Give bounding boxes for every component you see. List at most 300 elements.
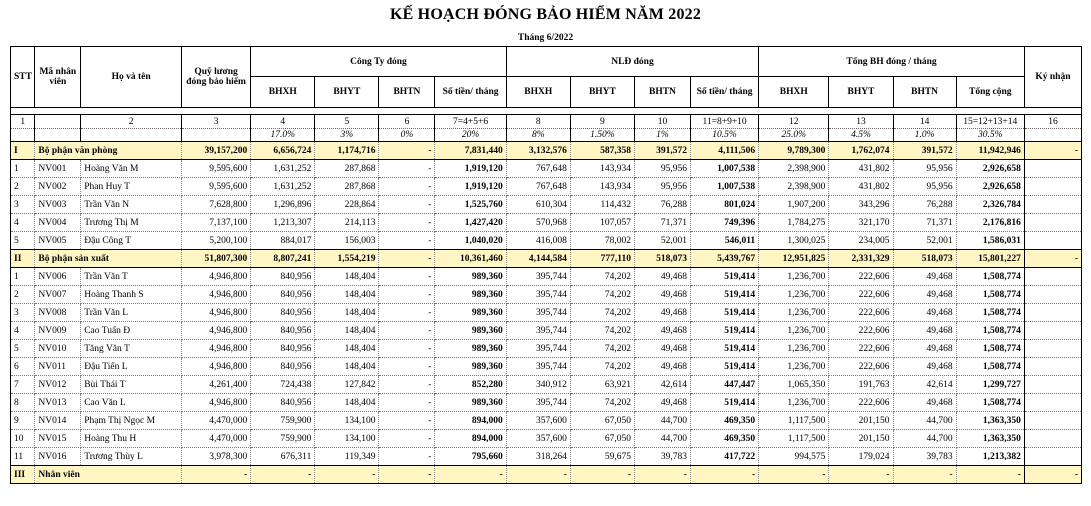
ct-value-cell: 7,831,440 [435,142,506,160]
nld-value-cell: 4,144,584 [506,250,570,268]
column-number-cell: 6 [379,115,435,129]
signature-cell [1024,394,1081,412]
signature-cell [1024,304,1081,322]
table-row [11,376,1082,394]
column-number-cell [35,115,81,129]
employee-name-cell: Trần Văn N [81,196,182,214]
salary-fund-cell: 4,946,800 [181,268,250,286]
ct-value-cell: 127,842 [315,376,379,394]
tong-value-cell: 49,468 [893,286,956,304]
employee-code-cell: NV011 [35,358,81,376]
nld-value-cell: 74,202 [570,286,634,304]
salary-fund-cell: 39,157,200 [181,142,250,160]
ct-value-cell: 989,360 [435,286,506,304]
header-employee-code: Mã nhân viên [35,47,81,108]
column-number-cell: 7=4+5+6 [435,115,506,129]
ct-value-cell: 840,956 [251,286,315,304]
ct-value-cell: 840,956 [251,394,315,412]
section-name-cell: Bộ phận văn phòng [35,142,182,160]
header-stt: STT [11,47,35,108]
rate-cell: 0% [379,129,435,142]
rate-cell: 1.50% [570,129,634,142]
ct-value-cell: - [379,196,435,214]
header-sub-cell: Số tiền/ tháng [690,77,758,108]
stt-cell: 4 [11,214,35,232]
tong-value-cell: 222,606 [829,268,893,286]
ct-value-cell: - [379,250,435,268]
ct-value-cell: 676,311 [251,448,315,466]
tong-value-cell: 1,236,700 [759,268,829,286]
tong-value-cell: 1,300,025 [759,232,829,250]
salary-fund-cell: 51,807,300 [181,250,250,268]
nld-value-cell: 39,783 [634,448,690,466]
nld-value-cell: 114,432 [570,196,634,214]
employee-code-cell: NV014 [35,412,81,430]
header-sub-cell: BHYT [570,77,634,108]
nld-value-cell: 519,414 [690,394,758,412]
ct-value-cell: 1,554,219 [315,250,379,268]
nld-value-cell: 395,744 [506,394,570,412]
tong-value-cell: 1,508,774 [956,394,1024,412]
header-employee-pays: NLĐ đóng [506,47,758,77]
employee-name-cell: Phan Huy T [81,178,182,196]
ct-value-cell: - [379,322,435,340]
stt-cell: I [11,142,35,160]
employee-name-cell: Hoàng Thanh S [81,286,182,304]
nld-value-cell: 74,202 [570,268,634,286]
ct-value-cell: 228,864 [315,196,379,214]
section-row [11,142,1082,160]
ct-value-cell: - [379,142,435,160]
nld-value-cell: 447,447 [690,376,758,394]
tong-value-cell: 1,508,774 [956,322,1024,340]
ct-value-cell: 119,349 [315,448,379,466]
ct-value-cell: - [379,448,435,466]
nld-value-cell: 49,468 [634,358,690,376]
nld-value-cell: 767,648 [506,160,570,178]
ct-value-cell: 795,660 [435,448,506,466]
ct-value-cell: 989,360 [435,304,506,322]
ct-value-cell: - [379,412,435,430]
nld-value-cell: 42,614 [634,376,690,394]
table-row [11,304,1082,322]
tong-value-cell: 2,326,784 [956,196,1024,214]
employee-name-cell: Trương Thùy L [81,448,182,466]
employee-name-cell: Phạm Thị Ngọc M [81,412,182,430]
nld-value-cell: 49,468 [634,304,690,322]
employee-code-cell: NV008 [35,304,81,322]
nld-value-cell: 469,350 [690,412,758,430]
nld-value-cell: 519,414 [690,286,758,304]
table-row [11,430,1082,448]
nld-value-cell: 49,468 [634,340,690,358]
salary-fund-cell: 5,200,100 [181,232,250,250]
nld-value-cell: 63,921 [570,376,634,394]
employee-name-cell: Hoàng Văn M [81,160,182,178]
nld-value-cell: 357,600 [506,412,570,430]
employee-code-cell: NV009 [35,322,81,340]
ct-value-cell: - [379,430,435,448]
nld-value-cell: 801,024 [690,196,758,214]
tong-value-cell: 191,763 [829,376,893,394]
sheet-subtitle: Tháng 6/2022 [517,33,574,43]
nld-value-cell: 74,202 [570,322,634,340]
header-full-name: Họ và tên [81,47,182,108]
rate-cell: 3% [315,129,379,142]
table-row [11,322,1082,340]
column-number-cell: 5 [315,115,379,129]
tong-value-cell: 9,789,300 [759,142,829,160]
sheet-title: KẾ HOẠCH ĐÓNG BẢO HIỂM NĂM 2022 [389,6,702,23]
tong-value-cell: 1,586,031 [956,232,1024,250]
salary-fund-cell: 4,261,400 [181,376,250,394]
ct-value-cell: 989,360 [435,358,506,376]
salary-fund-cell: 3,978,300 [181,448,250,466]
tong-value-cell: 1,117,500 [759,412,829,430]
tong-value-cell: 39,783 [893,448,956,466]
insurance-table [10,46,1082,484]
nld-value-cell: - [570,466,634,484]
tong-value-cell: 518,073 [893,250,956,268]
tong-value-cell: 1,508,774 [956,340,1024,358]
table-row [11,178,1082,196]
ct-value-cell: - [379,178,435,196]
rate-blank-cell [35,129,81,142]
stt-cell: 7 [11,376,35,394]
spacer-row [11,108,1082,115]
signature-cell [1024,430,1081,448]
tong-value-cell: 222,606 [829,340,893,358]
signature-cell [1024,160,1081,178]
ct-value-cell: 894,000 [435,412,506,430]
tong-value-cell: 343,296 [829,196,893,214]
nld-value-cell: 518,073 [634,250,690,268]
tong-value-cell: 76,288 [893,196,956,214]
ct-value-cell: 1,427,420 [435,214,506,232]
header-salary-fund: Quỹ lương đóng bảo hiểm [181,47,250,108]
tong-value-cell: 431,802 [829,160,893,178]
ct-value-cell: 989,360 [435,268,506,286]
signature-cell [1024,214,1081,232]
tong-value-cell: 1,299,727 [956,376,1024,394]
nld-value-cell: 74,202 [570,358,634,376]
header-sub-cell: BHXH [251,77,315,108]
tong-value-cell: 1,236,700 [759,340,829,358]
employee-name-cell: Trương Thị M [81,214,182,232]
ct-value-cell: 840,956 [251,340,315,358]
header-sub-cell: BHYT [315,77,379,108]
ct-value-cell: - [379,232,435,250]
signature-cell [1024,232,1081,250]
section-name-cell: Bộ phận sản xuất [35,250,182,268]
ct-value-cell: - [379,376,435,394]
employee-code-cell: NV015 [35,430,81,448]
nld-value-cell: 587,358 [570,142,634,160]
rate-blank-cell [181,129,250,142]
header-sub-cell: BHTN [893,77,956,108]
ct-value-cell: 6,656,724 [251,142,315,160]
column-number-cell: 8 [506,115,570,129]
header-sub-cell: BHTN [634,77,690,108]
nld-value-cell: - [506,466,570,484]
tong-value-cell: 1,236,700 [759,322,829,340]
employee-name-cell: Bùi Thái T [81,376,182,394]
tong-value-cell: 1,762,074 [829,142,893,160]
employee-code-cell: NV007 [35,286,81,304]
nld-value-cell: 44,700 [634,412,690,430]
rate-cell: 1.0% [893,129,956,142]
ct-value-cell: - [379,268,435,286]
tong-value-cell: 201,150 [829,430,893,448]
rate-blank-cell [1024,129,1081,142]
signature-cell [1024,286,1081,304]
signature-cell [1024,178,1081,196]
table-row [11,196,1082,214]
nld-value-cell: 74,202 [570,304,634,322]
table-row [11,232,1082,250]
ct-value-cell: - [251,466,315,484]
tong-value-cell: 179,024 [829,448,893,466]
nld-value-cell: 1,007,538 [690,178,758,196]
nld-value-cell: 391,572 [634,142,690,160]
table-row [11,448,1082,466]
employee-name-cell: Đậu Công T [81,232,182,250]
section-row [11,466,1082,484]
nld-value-cell: 519,414 [690,358,758,376]
employee-code-cell: NV006 [35,268,81,286]
nld-value-cell: 519,414 [690,268,758,286]
salary-fund-cell: 4,470,000 [181,430,250,448]
tong-value-cell: 2,926,658 [956,160,1024,178]
column-number-cell: 15=12+13+14 [956,115,1024,129]
nld-value-cell: 143,934 [570,178,634,196]
rate-blank-cell [81,129,182,142]
ct-value-cell: 1,296,896 [251,196,315,214]
nld-value-cell: 107,057 [570,214,634,232]
ct-value-cell: 989,360 [435,340,506,358]
employee-code-cell: NV004 [35,214,81,232]
nld-value-cell: 78,002 [570,232,634,250]
ct-value-cell: - [315,466,379,484]
rate-row [11,129,1082,142]
ct-value-cell: 10,361,460 [435,250,506,268]
tong-value-cell: 222,606 [829,394,893,412]
stt-cell: 3 [11,304,35,322]
rate-cell: 4.5% [829,129,893,142]
employee-name-cell: Trần Văn T [81,268,182,286]
column-number-cell: 14 [893,115,956,129]
salary-fund-cell: 4,946,800 [181,304,250,322]
employee-code-cell: NV010 [35,340,81,358]
ct-value-cell: 759,900 [251,412,315,430]
nld-value-cell: 318,264 [506,448,570,466]
signature-cell [1024,340,1081,358]
nld-value-cell: - [690,466,758,484]
stt-cell: 2 [11,178,35,196]
ct-value-cell: 724,438 [251,376,315,394]
nld-value-cell: 3,132,576 [506,142,570,160]
column-number-cell: 2 [81,115,182,129]
salary-fund-cell: 7,628,800 [181,196,250,214]
nld-value-cell: 71,371 [634,214,690,232]
tong-value-cell: 1,236,700 [759,394,829,412]
rate-blank-cell [11,129,35,142]
nld-value-cell: 49,468 [634,268,690,286]
section-name-cell: Nhân viên [35,466,182,484]
tong-value-cell: 2,398,900 [759,160,829,178]
stt-cell: 5 [11,232,35,250]
salary-fund-cell: 4,946,800 [181,394,250,412]
ct-value-cell: 884,017 [251,232,315,250]
employee-name-cell: Hoàng Thu H [81,430,182,448]
nld-value-cell: 143,934 [570,160,634,178]
column-number-cell: 12 [759,115,829,129]
header-total-monthly: Tổng BH đóng / tháng [759,47,1025,77]
nld-value-cell: 59,675 [570,448,634,466]
tong-value-cell: 71,371 [893,214,956,232]
ct-value-cell: - [379,304,435,322]
ct-value-cell: 759,900 [251,430,315,448]
tong-value-cell: 44,700 [893,412,956,430]
ct-value-cell: 148,404 [315,304,379,322]
rate-cell: 1% [634,129,690,142]
signature-cell [1024,412,1081,430]
rate-cell: 17.0% [251,129,315,142]
table-row [11,214,1082,232]
table-body [11,47,1082,484]
nld-value-cell: 49,468 [634,322,690,340]
ct-value-cell: 840,956 [251,268,315,286]
nld-value-cell: 417,722 [690,448,758,466]
tong-value-cell: 52,001 [893,232,956,250]
ct-value-cell: 134,100 [315,430,379,448]
column-number-cell: 13 [829,115,893,129]
tong-value-cell: 49,468 [893,358,956,376]
ct-value-cell: 989,360 [435,394,506,412]
salary-fund-cell: 4,946,800 [181,358,250,376]
rate-cell: 8% [506,129,570,142]
nld-value-cell: 357,600 [506,430,570,448]
rate-cell: 30.5% [956,129,1024,142]
ct-value-cell: 1,525,760 [435,196,506,214]
ct-value-cell: 134,100 [315,412,379,430]
stt-cell: 1 [11,160,35,178]
nld-value-cell: 49,468 [634,394,690,412]
ct-value-cell: 840,956 [251,358,315,376]
tong-value-cell: 1,065,350 [759,376,829,394]
tong-value-cell: 49,468 [893,340,956,358]
stt-cell: 3 [11,196,35,214]
nld-value-cell: 67,050 [570,412,634,430]
nld-value-cell: 519,414 [690,322,758,340]
nld-value-cell: 74,202 [570,394,634,412]
ct-value-cell: 1,213,307 [251,214,315,232]
signature-cell [1024,448,1081,466]
signature-cell: - [1024,142,1081,160]
ct-value-cell: 1,040,020 [435,232,506,250]
employee-code-cell: NV013 [35,394,81,412]
nld-value-cell: 519,414 [690,304,758,322]
ct-value-cell: 894,000 [435,430,506,448]
signature-cell: - [1024,250,1081,268]
employee-code-cell: NV016 [35,448,81,466]
stt-cell: 5 [11,340,35,358]
tong-value-cell: 42,614 [893,376,956,394]
tong-value-cell: 1,508,774 [956,268,1024,286]
nld-value-cell: 610,304 [506,196,570,214]
column-number-cell: 11=8+9+10 [690,115,758,129]
column-number-cell: 1 [11,115,35,129]
column-number-cell: 9 [570,115,634,129]
header-company-pays: Công Ty đóng [251,47,507,77]
tong-value-cell: 1,363,350 [956,412,1024,430]
tong-value-cell: 49,468 [893,304,956,322]
table-row [11,394,1082,412]
stt-cell: II [11,250,35,268]
nld-value-cell: 76,288 [634,196,690,214]
section-row [11,250,1082,268]
signature-cell [1024,196,1081,214]
tong-value-cell: 222,606 [829,304,893,322]
tong-value-cell: - [893,466,956,484]
salary-fund-cell: 4,946,800 [181,340,250,358]
header-sub-cell: Số tiền/ tháng [435,77,506,108]
signature-cell [1024,358,1081,376]
employee-name-cell: Cao Văn L [81,394,182,412]
tong-value-cell: 2,398,900 [759,178,829,196]
stt-cell: 2 [11,286,35,304]
tong-value-cell: - [829,466,893,484]
ct-value-cell: 1,919,120 [435,178,506,196]
tong-value-cell: 321,170 [829,214,893,232]
ct-value-cell: 8,807,241 [251,250,315,268]
tong-value-cell: 1,363,350 [956,430,1024,448]
ct-value-cell: 1,919,120 [435,160,506,178]
tong-value-cell: 201,150 [829,412,893,430]
ct-value-cell: 214,113 [315,214,379,232]
nld-value-cell: 52,001 [634,232,690,250]
ct-value-cell: 1,631,252 [251,160,315,178]
employee-code-cell: NV003 [35,196,81,214]
signature-cell [1024,268,1081,286]
nld-value-cell: 395,744 [506,286,570,304]
tong-value-cell: - [956,466,1024,484]
nld-value-cell: 95,956 [634,178,690,196]
tong-value-cell: 1,213,382 [956,448,1024,466]
nld-value-cell: 395,744 [506,358,570,376]
ct-value-cell: 989,360 [435,322,506,340]
table-row [11,160,1082,178]
salary-fund-cell: 4,946,800 [181,322,250,340]
nld-value-cell: 395,744 [506,322,570,340]
column-number-cell: 4 [251,115,315,129]
salary-fund-cell: - [181,466,250,484]
table-row [11,340,1082,358]
tong-value-cell: - [759,466,829,484]
tong-value-cell: 994,575 [759,448,829,466]
nld-value-cell: 416,008 [506,232,570,250]
tong-value-cell: 49,468 [893,322,956,340]
ct-value-cell: 148,404 [315,268,379,286]
tong-value-cell: 431,802 [829,178,893,196]
ct-value-cell: 1,174,716 [315,142,379,160]
ct-value-cell: 148,404 [315,358,379,376]
stt-cell: 8 [11,394,35,412]
ct-value-cell: - [379,286,435,304]
header-sub-cell: BHXH [759,77,829,108]
ct-value-cell: - [379,466,435,484]
tong-value-cell: 222,606 [829,322,893,340]
